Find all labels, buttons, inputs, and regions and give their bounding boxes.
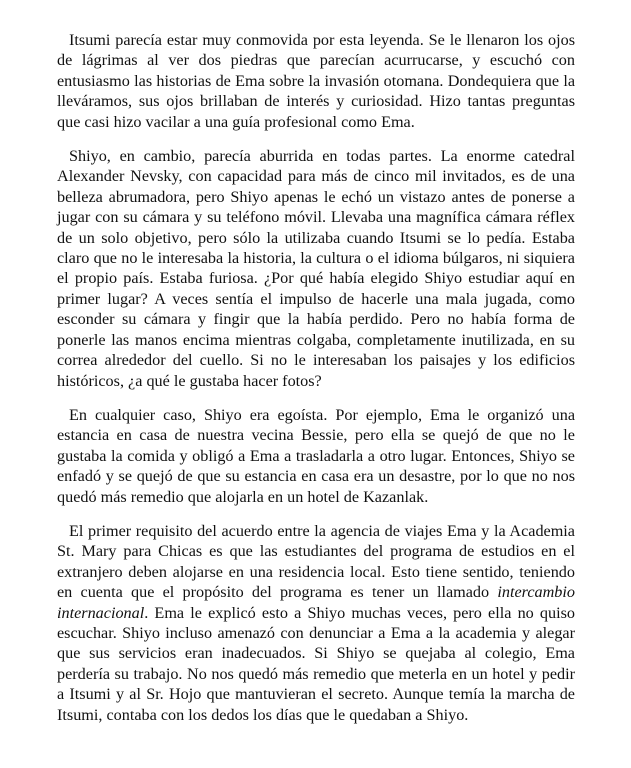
paragraph-4 xyxy=(57,521,575,725)
paragraph-3: En cualquier caso, Shiyo era egoísta. Por ejemplo, Ema le organizó una estancia en casa de nuestra vecina Bessie, pero ella se quejó de que no le gustaba la comida y obligó a Ema a trasladarla a otro lugar. Entonces, Shiyo se enfadó y se quejó de que su estancia en casa era un desastre, por lo que no nos quedó más remedio que alojarla en un hotel de Kazanlak. xyxy=(57,405,575,506)
paragraph-2: Shiyo, en cambio, parecía aburrida en todas partes. La enorme catedral Alexander Nevsky, con capacidad para más de cinco mil invitados, es de una belleza abrumadora, pero Shiyo apenas le echó un vistazo antes de ponerse a jugar con su cámara y su teléfono móvil. Llevaba una magnífica cámara réflex de un solo objetivo, pero sólo la utilizaba cuando Itsumi se lo pedía. Estaba claro que no le interesaba la historia, la cultura o el idioma búlgaros, ni siquiera el propio país. Estaba furiosa. ¿Por qué había elegido Shiyo estudiar aquí en primer lugar? A veces sentía el impulso de hacerle una mala jugada, como esconder su cámara y fingir que la había perdido. Pero no había forma de ponerle las manos encima mientras colgaba, completamente inutilizada, en su correa alrededor del cuello. Si no le interesaban los paisajes y los edificios históricos, ¿a qué le gustaba hacer fotos? xyxy=(57,147,575,390)
paragraph-1: Itsumi parecía estar muy conmovida por esta leyenda. Se le llenaron los ojos de lágrimas al ver dos piedras que parecían acurrucarse, y escuchó con entusiasmo las historias de Ema sobre la invasión otomana. Dondequiera que la lleváramos, sus ojos brillaban de interés y curiosidad. Hizo tantas preguntas que casi hizo vacilar a una guía profesional como Ema. xyxy=(57,31,575,131)
paragraph-4-emphasis: intercambio internacional xyxy=(57,583,575,622)
document-page xyxy=(57,30,575,725)
paragraph-4-text-after: . Ema le explicó esto a Shiyo muchas veces, pero ella no quiso escuchar. Shiyo incluso amenazó con denunciar a Ema a la academia y alegar que sus servicios eran inadecuados. Si Shiyo se quejaba al colegio, Ema perdería su trabajo. No nos quedó más remedio que meterla en un hotel y pedir a Itsumi y al Sr. Hojo que mantuvieran el secreto. Aunque temía la marcha de Itsumi, contaba con los dedos los días que le quedaban a Shiyo. xyxy=(57,603,575,724)
paragraph-4-text-before: El primer requisito del acuerdo entre la agencia de viajes Ema y la Academia St. Mary para Chicas es que las estudiantes del programa de estudios en el extranjero deben alojarse en una residencia local. Esto tiene sentido, teniendo en cuenta que el propósito del programa es tener un llamado xyxy=(57,521,575,602)
